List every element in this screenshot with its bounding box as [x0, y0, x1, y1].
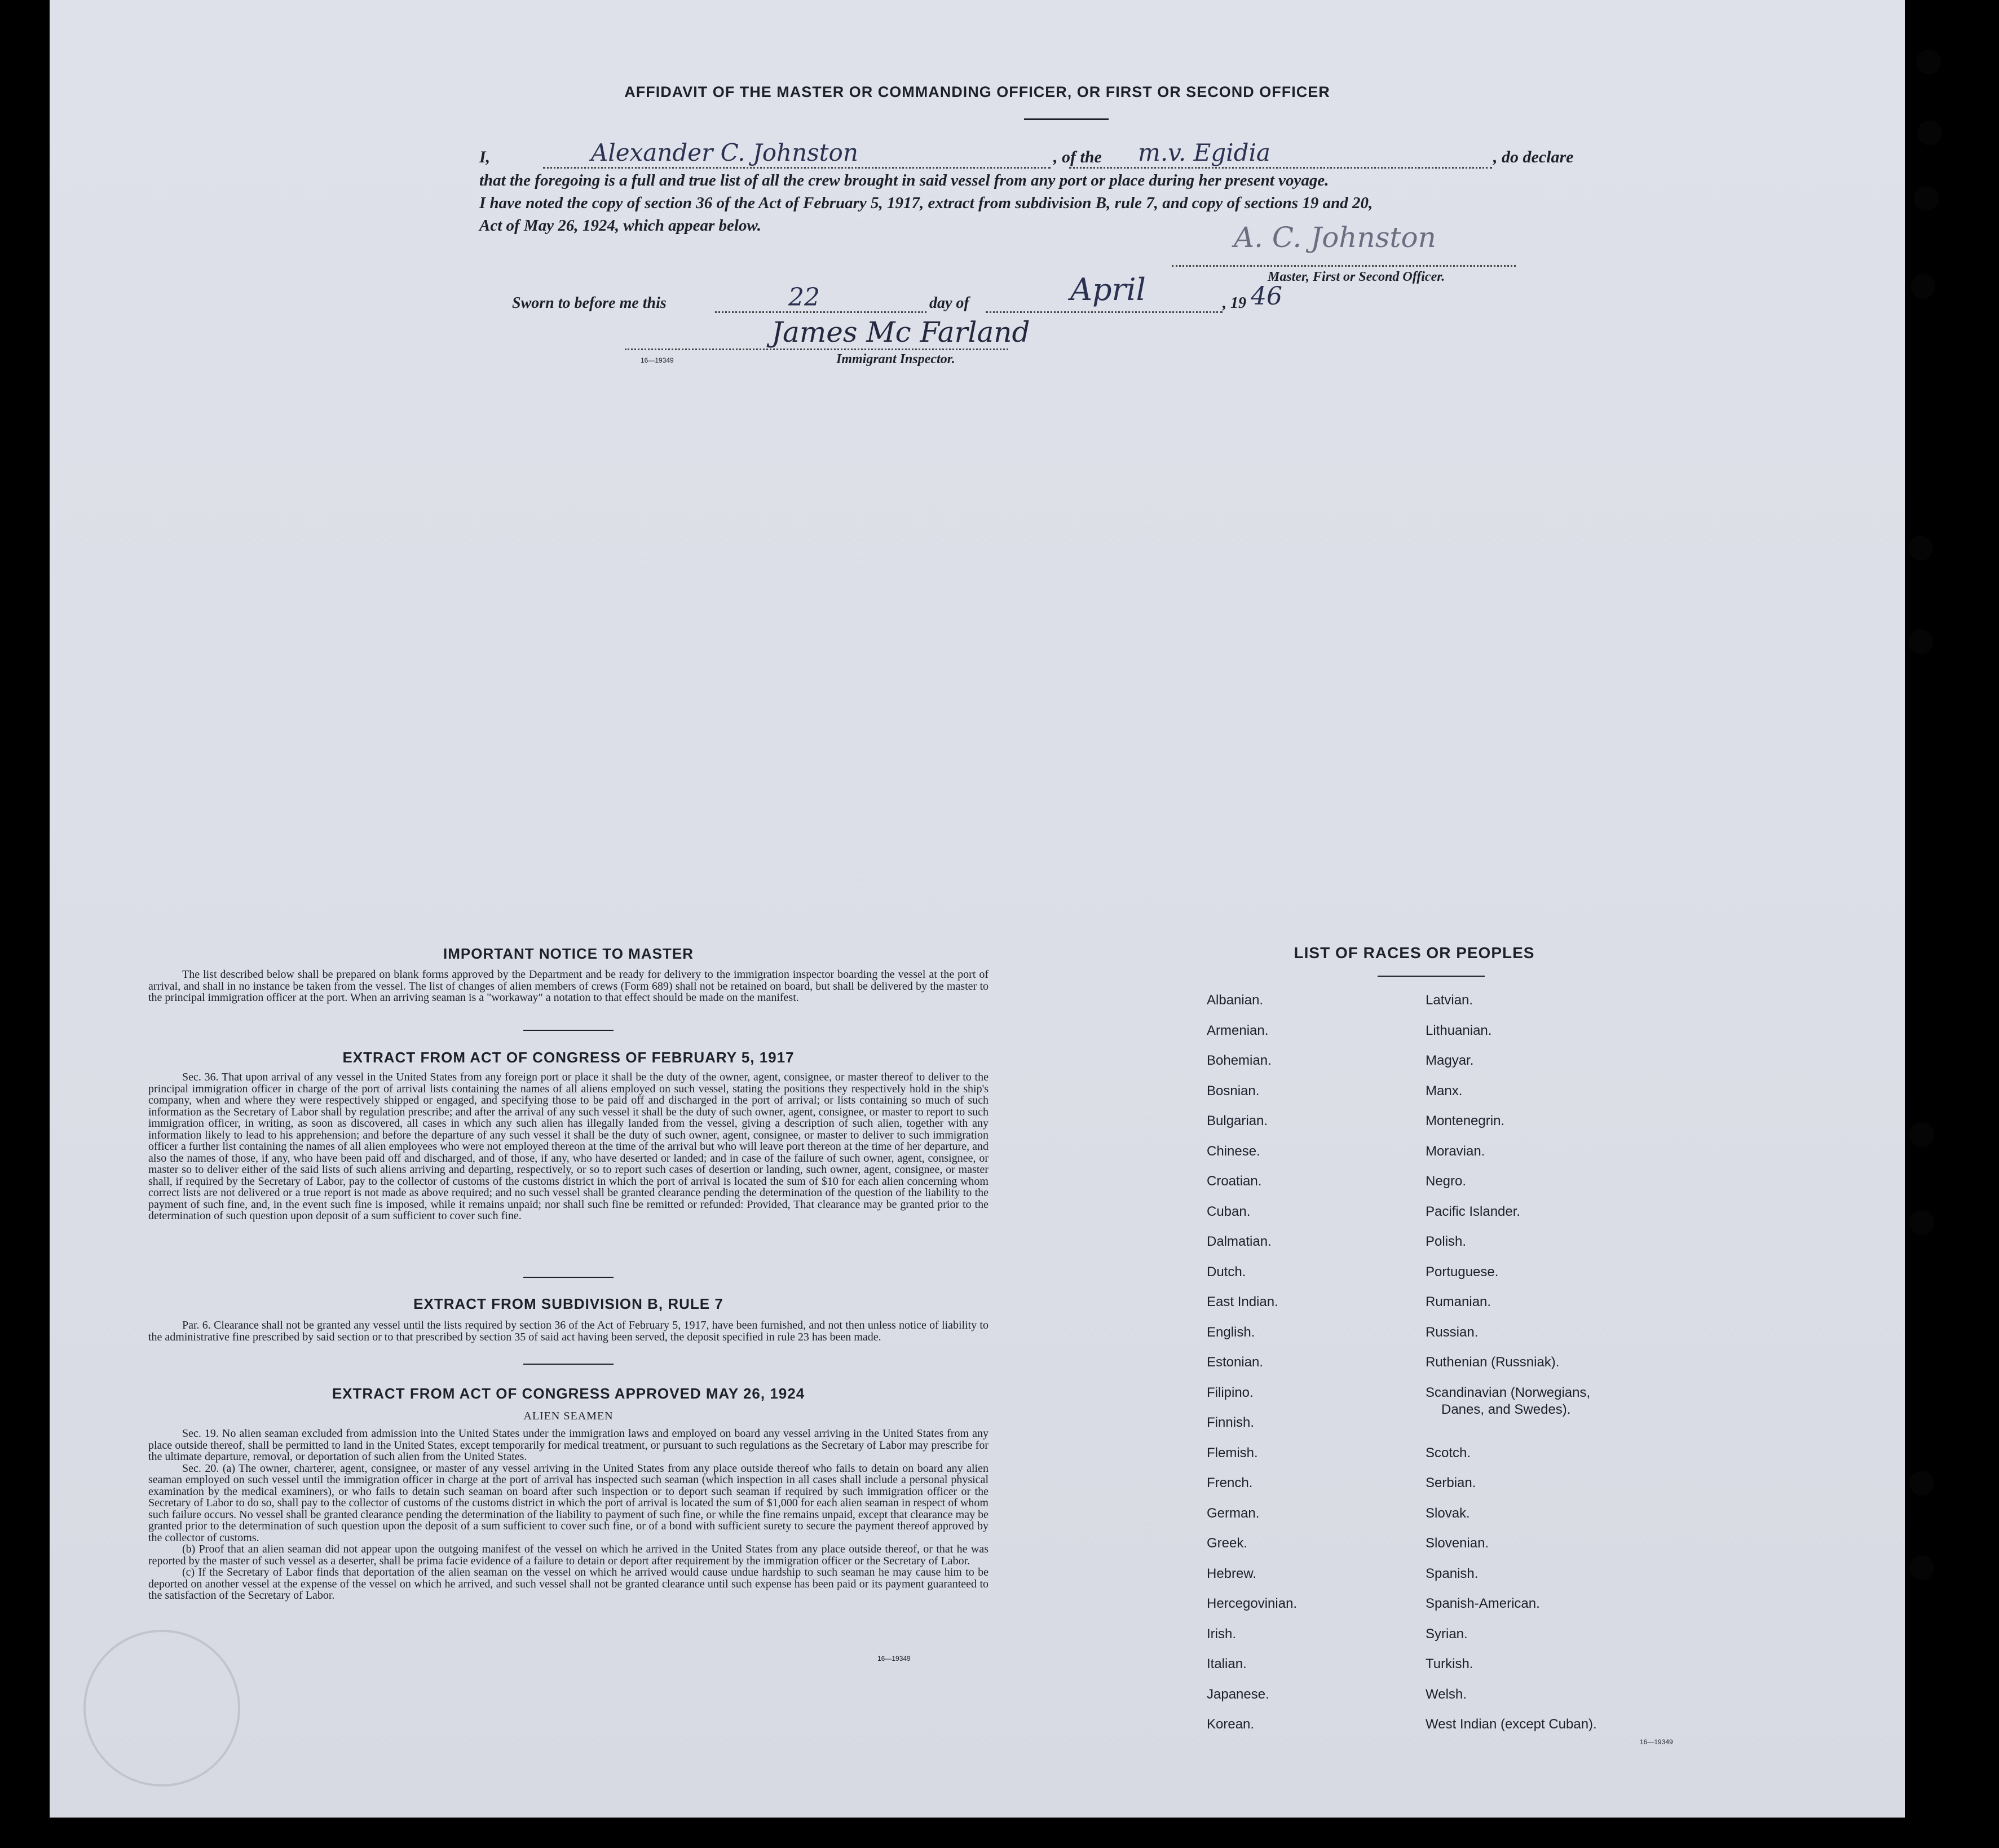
sec-20c-paragraph: (c) If the Secretary of Labor finds that deportation of the alien seaman on the vessel on which he arrived would cause undue hardship to such seaman he may cause him to be deported on another vessel at the expense of the vessel on which he arrived, and such vessel shall not be granted clearance until such expense has been paid or its payment guaranteed to the satisfaction of the Secretary of Labor. [148, 1566, 989, 1602]
year-prefix: , 19 [1223, 294, 1246, 312]
affidavit-form-number: 16—19349 [641, 356, 674, 364]
race-item: Negro. [1426, 1174, 1467, 1189]
extract-1917-title: EXTRACT FROM ACT OF CONGRESS OF FEBRUARY 5, 1917 [342, 1049, 795, 1066]
race-item: Bulgarian. [1207, 1113, 1268, 1128]
races-column-1 [1207, 993, 1297, 1747]
name-line [543, 167, 1051, 169]
document-page [50, 0, 1905, 1818]
sec-19-paragraph: Sec. 19. No alien seaman excluded from admission into the United States under the immigration laws and employed on board any vessel arriving in the United States from any place outside thereof, shall be permitted to land in the United States, except temporarily for medical treatment, or pursuant to such regulations as the Secretary of Labor may prescribe for the ultimate departure, removal, or deportation of such alien from the United States. [148, 1427, 989, 1463]
punch-hole [1917, 121, 1942, 145]
race-item: Russian. [1426, 1324, 1479, 1340]
race-item: Welsh. [1426, 1686, 1467, 1702]
race-item: Croatian. [1207, 1174, 1262, 1189]
notice-divider [523, 1030, 614, 1031]
sworn-month-line [986, 311, 1223, 313]
races-title: LIST OF RACES OR PEOPLES [1294, 944, 1535, 962]
alien-seamen-subtitle: ALIEN SEAMEN [523, 1410, 614, 1422]
punch-hole [1909, 1555, 1934, 1580]
race-item: East Indian. [1207, 1294, 1278, 1309]
race-item: French. [1207, 1475, 1253, 1490]
rule7-title: EXTRACT FROM SUBDIVISION B, RULE 7 [413, 1295, 723, 1312]
race-item: Albanian. [1207, 993, 1264, 1008]
title-divider [1024, 118, 1109, 120]
sec-20b-paragraph: (b) Proof that an alien seaman did not appear upon the outgoing manifest of the vessel on which he arrived in the United States from any place outside thereof, or that he was reported by the master of such vessel as a deserter, shall be prima facie evidence of a failure to detain or deport after requirement by the immigration officer or the Secretary of Labor. [148, 1543, 989, 1567]
section-36-paragraph: Sec. 36. That upon arrival of any vessel in the United States from any foreign port or place it shall be the duty of the owner, agent, consignee, or master thereof to deliver to the principal immigration officer in charge of the port of arrival lists containing the names of all aliens employed on such vessel, stating the positions they respectively hold in the ship's company, when and where they were respectively shipped or engaged, and specifying those to be paid off and discharged in the port of arrival; or lists containing so much of such information as the Secretary of Labor shall by regulation prescribe; and after the arrival of any such vessel it shall be the duty of such owner, agent, consignee, or master to report to such immigration officer, in writing, as soon as discovered, all cases in which any such alien has illegally landed from the vessel, giving a description of such alien, together with any information likely to lead to his apprehension; and before the departure of any such vessel it shall be the duty of such owner, agent, consignee, or master to deliver to such immigration officer a further list containing the names of all alien employees who were not employed thereon at the time of the arrival but who will leave port thereon at the time of her departure, and also the names of those, if any, who have been paid off and discharged, and of those, if any, who have deserted or landed; and in case of the failure of such owner, agent, consignee, or master so to deliver either of the said lists of such aliens arriving and departing, respectively, or so to report such cases of desertion or landing, such owner, agent, consignee, or master shall, if required by the Secretary of Labor, pay to the collector of customs of the customs district in which the port of arrival is located the sum of $10 for each alien concerning whom correct lists are not delivered or a true report is not made as above required; and no such vessel shall be granted clearance pending the determination of the question of the liability to the payment of such fine, and, in the event such fine is imposed, while it remains unpaid; nor shall such fine be remitted or refunded: Provided, That clearance may be granted prior to the determination of such question upon deposit of a sum sufficient to cover such fine. [148, 1071, 989, 1222]
race-item: Turkish. [1426, 1656, 1473, 1671]
punch-hole [1908, 536, 1933, 561]
race-item: Hercegovinian. [1207, 1596, 1298, 1611]
notice-paragraph: The list described below shall be prepared on blank forms approved by the Department and be ready for delivery to the immigration inspector boarding the vessel at the port of arrival, and shall in no instance be taken from the vessel. The list of changes of alien members of crews (Form 689) shall not be retained on board, but shall be delivered by the master to the principal immigration officer at the port. When an arriving seaman is a "workaway" a notation to that effect should be made on the manifest. [148, 968, 989, 1004]
sworn-day: 22 [788, 283, 820, 312]
race-item: Rumanian. [1426, 1294, 1491, 1309]
master-signature: A. C. Johnston [1234, 221, 1436, 254]
race-item: Montenegrin. [1426, 1113, 1505, 1128]
day-of-label: day of [929, 294, 969, 312]
race-item: English. [1207, 1324, 1255, 1340]
race-item: German. [1207, 1505, 1260, 1521]
punch-hole [1916, 50, 1941, 74]
extract-1924-text [148, 1428, 989, 1602]
race-item: Korean. [1207, 1717, 1255, 1732]
race-item: Magyar. [1426, 1053, 1474, 1068]
race-item: West Indian (except Cuban). [1426, 1717, 1597, 1732]
rule7-paragraph: Par. 6. Clearance shall not be granted any vessel until the lists required by section 36 of the Act of February 5, 1917, have been furnished, and not then unless notice of liability to the administrative fine prescribed by said section or to that prescribed by section 35 of said act having been served, the deposit specified in rule 23 has been made. [148, 1319, 989, 1343]
race-item: Moravian. [1426, 1143, 1485, 1159]
punch-hole [1909, 1471, 1934, 1496]
master-signature-caption: Master, First or Second Officer. [1268, 270, 1445, 284]
extract-form-number: 16—19349 [877, 1655, 911, 1662]
of-the-label: , of the [1053, 148, 1102, 166]
race-item: Latvian. [1426, 993, 1473, 1008]
punch-hole [1910, 274, 1935, 299]
inspector-signature: James Mc Farland [771, 316, 1030, 349]
punch-hole [1909, 1122, 1934, 1147]
embossed-seal [83, 1630, 240, 1787]
affidavit-title: AFFIDAVIT OF THE MASTER OR COMMANDING OFFICER, OR FIRST OR SECOND OFFICER [624, 83, 1330, 100]
race-item: Scandinavian (Norwegians, [1426, 1384, 1591, 1400]
race-item: Slovenian. [1426, 1536, 1489, 1551]
race-item: Irish. [1207, 1626, 1237, 1642]
race-item: Hebrew. [1207, 1565, 1257, 1581]
race-item: Greek. [1207, 1536, 1248, 1551]
race-item: Slovak. [1426, 1505, 1470, 1521]
vessel-name: m.v. Egidia [1138, 139, 1270, 166]
race-item: Manx. [1426, 1083, 1463, 1099]
rule7-text [148, 1320, 989, 1343]
race-item: Serbian. [1426, 1475, 1476, 1490]
race-item: Filipino. [1207, 1384, 1254, 1400]
race-item: Armenian. [1207, 1022, 1269, 1038]
sworn-month: April [1070, 272, 1146, 307]
race-item: Estonian. [1207, 1355, 1264, 1370]
race-item: Ruthenian (Russniak). [1426, 1355, 1560, 1370]
race-item: Dalmatian. [1207, 1234, 1272, 1249]
sworn-day-line [715, 311, 926, 313]
punch-hole [1908, 629, 1933, 654]
race-item: Cuban. [1207, 1203, 1251, 1219]
race-item: Spanish-American. [1426, 1596, 1540, 1611]
vessel-entry-line [1069, 167, 1492, 169]
race-item: Bosnian. [1207, 1083, 1260, 1099]
race-item: Chinese. [1207, 1143, 1260, 1159]
affidavit-line-3: I have noted the copy of section 36 of the Act of February 5, 1917, extract from subdivision B, rule 7, and copy of sections 19 and 20, [479, 194, 1373, 212]
punch-hole [1914, 186, 1939, 211]
affidavit-line-2: that the foregoing is a full and true list of all the crew brought in said vessel from any port or place during her present voyage. [479, 171, 1329, 189]
sworn-label: Sworn to before me this [512, 294, 667, 312]
master-signature-line [1172, 265, 1516, 267]
races-column-2 [1426, 993, 1597, 1747]
sworn-year: 46 [1251, 282, 1282, 311]
i-label: I, [479, 148, 491, 166]
sec-20a-paragraph: Sec. 20. (a) The owner, charterer, agent, consignee, or master of any vessel arriving in the United States from any place outside thereof who fails to detain on board any alien seaman employed on such vessel until the immigration officer in charge at the port of arrival has inspected such seaman (which inspection in all cases shall include a personal physical examination by the medical examiners), or who fails to detain such seaman on board after such inspection or to deport such seaman if required by such immigration officer or the Secretary of Labor to do so, shall pay to the collector of customs of the customs district in which the port of arrival is located the sum of $1,000 for each alien seaman in respect of whom such failure occurs. No vessel shall be granted clearance pending the determination of the liability to payment of such fine, or while the fine remains unpaid, except that clearance may be granted prior to the determination of such question upon the deposit of a sum sufficient to cover such fine, or of a bond with sufficient surety to secure the payment thereof approved by the collector of customs. [148, 1462, 989, 1544]
race-item: Danes, and Swedes). [1441, 1401, 1571, 1417]
extract-1917-divider [523, 1277, 614, 1278]
extract-1924-title: EXTRACT FROM ACT OF CONGRESS APPROVED MAY 26, 1924 [332, 1385, 805, 1402]
race-item: Lithuanian. [1426, 1022, 1492, 1038]
rule7-divider [523, 1364, 614, 1365]
race-item: Bohemian. [1207, 1053, 1272, 1068]
race-item: Dutch. [1207, 1264, 1246, 1280]
master-name: Alexander C. Johnston [591, 139, 858, 166]
race-item: Polish. [1426, 1234, 1467, 1249]
race-item: Finnish. [1207, 1415, 1255, 1430]
race-item: Syrian. [1426, 1626, 1468, 1642]
races-form-number: 16—19349 [1640, 1738, 1673, 1746]
inspector-signature-line [625, 349, 1008, 350]
races-divider [1378, 976, 1485, 977]
race-item: Scotch. [1426, 1445, 1471, 1461]
race-item: Italian. [1207, 1656, 1247, 1671]
inspector-caption: Immigrant Inspector. [836, 352, 955, 367]
race-item: Flemish. [1207, 1445, 1258, 1461]
do-declare-label: , do declare [1493, 148, 1574, 166]
notice-text [148, 969, 989, 1004]
race-item: Pacific Islander. [1426, 1203, 1521, 1219]
race-item: Portuguese. [1426, 1264, 1499, 1280]
affidavit-line-4: Act of May 26, 1924, which appear below. [479, 217, 761, 235]
extract-1917-text [148, 1071, 989, 1222]
punch-hole [1909, 1210, 1934, 1235]
race-item: Spanish. [1426, 1565, 1479, 1581]
notice-title: IMPORTANT NOTICE TO MASTER [443, 945, 694, 962]
race-item: Japanese. [1207, 1686, 1269, 1702]
